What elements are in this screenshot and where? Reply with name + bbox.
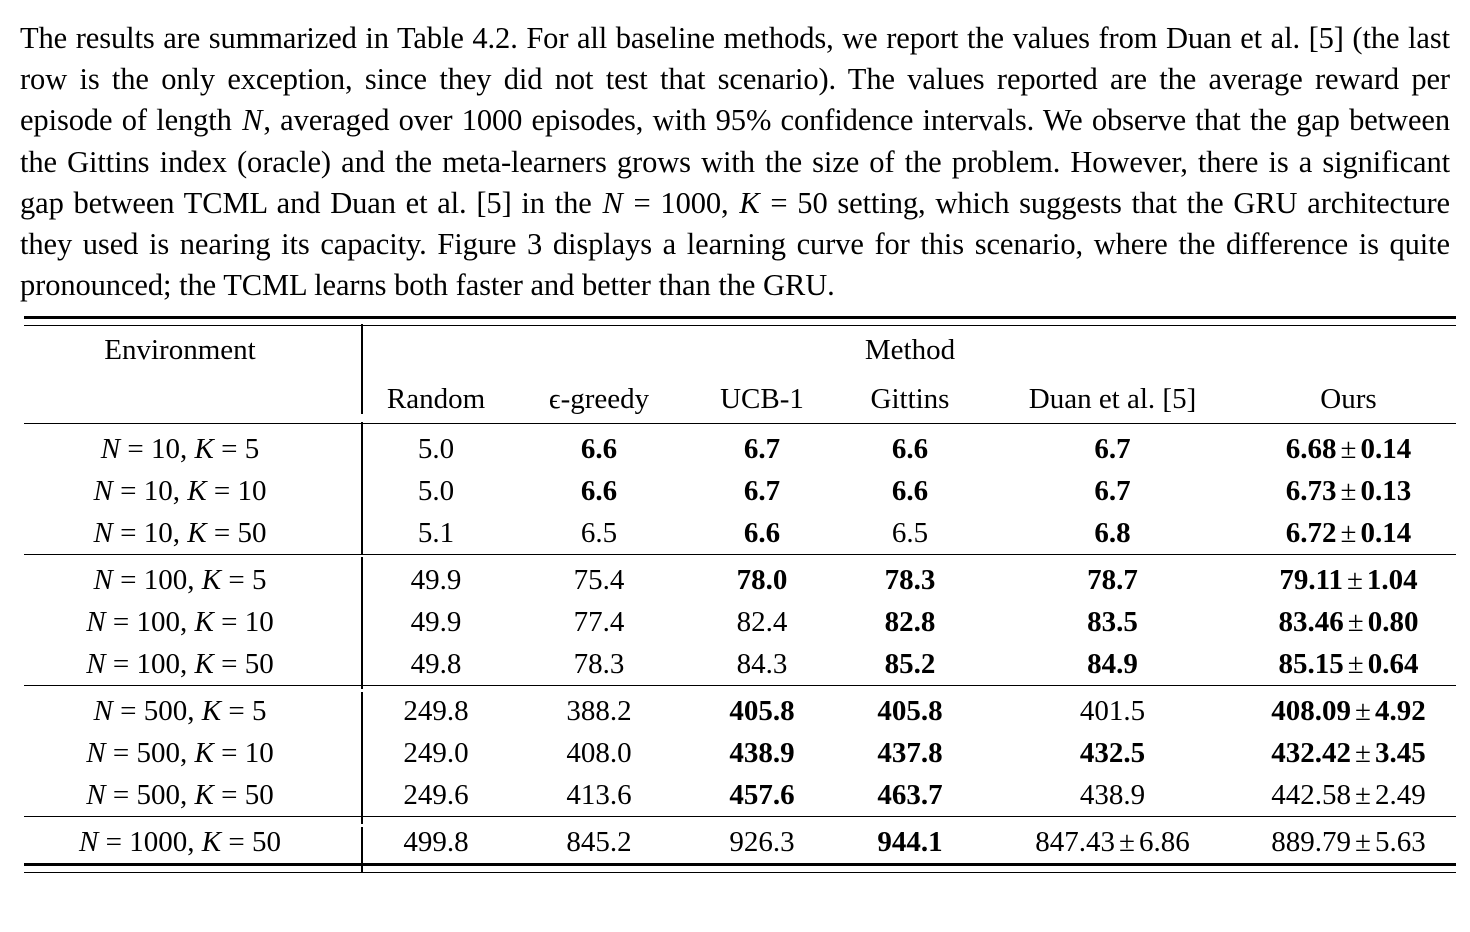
value-number: 49.9 [410, 605, 462, 638]
table-row [24, 732, 1456, 774]
results-table-container [24, 316, 1456, 873]
table-header-row-top [24, 326, 1456, 376]
table-top-rule [24, 318, 1456, 326]
env-k-value: = 50 [213, 647, 274, 680]
paragraph-segment-2: , averaged over 1000 episodes, with 95% confidence intervals. We observe that the gap between the Gittins index (oracle) and the meta-learners grows with the size of the problem. However, there is a significant gap between TCML and Duan et al. [5] in the [20, 103, 1450, 220]
cell-gittins [836, 470, 984, 512]
env-n-symbol: N [86, 778, 106, 811]
cell-random [362, 732, 510, 774]
cell-gittins [836, 424, 984, 470]
env-k-value: = 5 [221, 694, 267, 727]
cell-gittins [836, 686, 984, 732]
cell-environment [24, 643, 362, 686]
plus-minus-icon: ± [1340, 516, 1357, 549]
header-col-ucb1: UCB-1 [720, 382, 804, 415]
value-error: 0.80 [1367, 605, 1419, 638]
value-number: 6.6 [743, 516, 781, 549]
value-error: 0.64 [1367, 647, 1419, 680]
cell-duan [984, 470, 1241, 512]
cell-duan [984, 643, 1241, 686]
table-row [24, 686, 1456, 732]
value-number: 6.5 [891, 516, 929, 549]
cell-environment [24, 686, 362, 732]
env-n-symbol: N [100, 432, 121, 465]
env-n-value: = 500, [112, 694, 202, 727]
plus-minus-icon: ± [1347, 647, 1364, 680]
value-number: 6.8 [1094, 516, 1131, 549]
cell-environment [24, 601, 362, 643]
env-k-symbol: K [187, 516, 207, 549]
value-number: 6.7 [743, 432, 781, 465]
cell-duan [984, 817, 1241, 865]
value-number: 84.9 [1087, 647, 1138, 680]
cell-duan [984, 732, 1241, 774]
value-number: 84.3 [736, 647, 788, 680]
cell-random [362, 470, 510, 512]
value-number: 5.0 [417, 474, 455, 507]
env-n-symbol: N [86, 605, 106, 638]
plus-minus-icon: ± [1355, 694, 1371, 727]
value-error: 0.14 [1360, 516, 1412, 549]
value-number: 944.1 [877, 825, 943, 858]
cell-environment [24, 774, 362, 817]
env-k-value: = 50 [206, 516, 267, 549]
column-divider-header [361, 324, 363, 414]
cell-random [362, 555, 510, 601]
paragraph-segment-3: = 1000, [623, 185, 739, 220]
cell-epsilon-greedy [510, 643, 688, 686]
plus-minus-icon: ± [1119, 825, 1135, 858]
cell-ours [1241, 732, 1456, 774]
table-header-row-bottom [24, 375, 1456, 424]
env-k-value: = 50 [213, 778, 274, 811]
env-k-symbol: K [194, 736, 214, 769]
plus-minus-icon: ± [1340, 474, 1357, 507]
plus-minus-icon: ± [1355, 778, 1371, 811]
cell-ours [1241, 512, 1456, 555]
cell-random [362, 774, 510, 817]
cell-ucb1 [688, 686, 836, 732]
env-n-value: = 100, [112, 563, 202, 596]
env-n-symbol: N [79, 825, 99, 858]
cell-ucb1 [688, 817, 836, 865]
cell-random [362, 601, 510, 643]
table-row [24, 555, 1456, 601]
env-k-value: = 10 [213, 605, 274, 638]
cell-epsilon-greedy [510, 512, 688, 555]
cell-epsilon-greedy [510, 555, 688, 601]
header-environment-spacer [24, 375, 362, 424]
value-number: 413.6 [566, 778, 632, 811]
value-mean: 442.58 [1271, 778, 1352, 811]
value-number: 499.8 [403, 825, 469, 858]
value-number: 401.5 [1079, 694, 1146, 727]
value-error: 3.45 [1374, 736, 1426, 769]
table-row [24, 774, 1456, 817]
cell-epsilon-greedy [510, 470, 688, 512]
env-n-value: = 100, [105, 647, 195, 680]
cell-gittins [836, 774, 984, 817]
cell-gittins [836, 643, 984, 686]
env-k-value: = 50 [221, 825, 281, 858]
env-k-symbol: K [201, 694, 222, 727]
plus-minus-icon: ± [1355, 825, 1371, 858]
cell-random [362, 424, 510, 470]
cell-ours [1241, 643, 1456, 686]
column-divider-group-1 [361, 422, 363, 554]
value-number: 249.0 [403, 736, 469, 769]
value-error: 4.92 [1374, 694, 1426, 727]
cell-duan [984, 555, 1241, 601]
cell-ucb1 [688, 732, 836, 774]
value-number: 78.0 [736, 563, 788, 596]
cell-ucb1 [688, 555, 836, 601]
env-n-symbol: N [93, 474, 113, 507]
cell-duan [984, 686, 1241, 732]
plus-minus-icon: ± [1340, 432, 1357, 465]
env-n-symbol: N [93, 516, 113, 549]
cell-ours [1241, 817, 1456, 865]
env-n-symbol: N [93, 563, 113, 596]
column-divider-group-4 [361, 827, 363, 872]
table-row [24, 643, 1456, 686]
cell-epsilon-greedy [510, 774, 688, 817]
env-k-value: = 5 [213, 432, 260, 465]
value-number: 82.4 [736, 605, 788, 638]
header-environment: Environment [104, 334, 256, 367]
cell-epsilon-greedy [510, 686, 688, 732]
header-col-epsilon-greedy: ϵ-greedy [548, 382, 650, 415]
cell-epsilon-greedy [510, 424, 688, 470]
value-number: 405.8 [729, 694, 795, 727]
cell-gittins [836, 817, 984, 865]
results-table [24, 316, 1456, 873]
env-k-symbol: K [201, 825, 222, 858]
cell-duan [984, 601, 1241, 643]
cell-epsilon-greedy [510, 732, 688, 774]
header-col-random: Random [386, 382, 486, 415]
value-number: 457.6 [729, 778, 795, 811]
env-k-value: = 10 [213, 736, 274, 769]
cell-environment [24, 512, 362, 555]
value-mean: 847.43 [1035, 825, 1116, 858]
cell-ours [1241, 470, 1456, 512]
value-error: 0.13 [1360, 474, 1412, 507]
cell-ucb1 [688, 643, 836, 686]
header-col-ours: Ours [1320, 382, 1377, 415]
value-number: 463.7 [877, 778, 943, 811]
value-number: 6.6 [891, 432, 929, 465]
table-row [24, 512, 1456, 555]
header-method-group-spacer-5 [1241, 326, 1456, 376]
math-variable-k: K [739, 185, 760, 220]
env-n-value: = 1000, [98, 825, 202, 858]
cell-random [362, 686, 510, 732]
value-number: 85.2 [884, 647, 936, 680]
column-divider-group-3 [361, 692, 363, 824]
column-divider-group-2 [361, 557, 363, 689]
table-body [24, 424, 1456, 865]
value-number: 6.6 [580, 474, 618, 507]
value-number: 78.3 [573, 647, 625, 680]
header-method-group-spacer-1 [362, 326, 510, 376]
cell-gittins [836, 732, 984, 774]
table-bottom-rule [24, 865, 1456, 873]
value-error: 5.63 [1374, 825, 1426, 858]
value-number: 438.9 [729, 736, 795, 769]
env-n-value: = 500, [105, 736, 195, 769]
env-n-value: = 10, [112, 516, 188, 549]
header-method-group-spacer-2 [510, 326, 688, 376]
value-mean: 85.15 [1278, 647, 1344, 680]
value-number: 49.8 [410, 647, 462, 680]
cell-duan [984, 424, 1241, 470]
value-number: 77.4 [573, 605, 625, 638]
cell-ucb1 [688, 512, 836, 555]
env-n-symbol: N [86, 647, 106, 680]
cell-random [362, 643, 510, 686]
value-mean: 408.09 [1271, 694, 1352, 727]
cell-gittins [836, 555, 984, 601]
cell-ours [1241, 774, 1456, 817]
cell-gittins [836, 601, 984, 643]
value-number: 49.9 [410, 563, 462, 596]
cell-ucb1 [688, 774, 836, 817]
cell-ours [1241, 686, 1456, 732]
env-n-value: = 10, [120, 432, 195, 465]
env-k-symbol: K [194, 647, 214, 680]
env-k-value: = 5 [221, 563, 267, 596]
cell-ours [1241, 555, 1456, 601]
value-number: 6.6 [891, 474, 929, 507]
value-number: 408.0 [566, 736, 632, 769]
value-mean: 6.73 [1285, 474, 1337, 507]
table-row [24, 601, 1456, 643]
header-method-group-spacer-4 [984, 326, 1241, 376]
value-mean: 6.68 [1285, 432, 1337, 465]
header-col-gittins: Gittins [870, 382, 950, 415]
env-k-symbol: K [194, 432, 214, 465]
env-k-symbol: K [201, 563, 222, 596]
cell-ucb1 [688, 424, 836, 470]
env-n-symbol: N [93, 694, 113, 727]
value-mean: 83.46 [1278, 605, 1344, 638]
table-row [24, 424, 1456, 470]
cell-environment [24, 424, 362, 470]
paragraph-segment-1: The results are summarized in Table 4.2. For all baseline methods, we report the values from Duan et al. [5] (the last row is the only exception, since they did not test that scenario). The values reported are the average reward per episode of length [20, 21, 1450, 138]
plus-minus-icon: ± [1347, 605, 1364, 638]
value-number: 5.0 [417, 432, 455, 465]
plus-minus-icon: ± [1355, 736, 1371, 769]
value-number: 5.1 [417, 516, 455, 549]
cell-environment [24, 732, 362, 774]
value-number: 83.5 [1087, 605, 1138, 638]
value-number: 78.7 [1087, 563, 1138, 596]
cell-epsilon-greedy [510, 817, 688, 865]
value-number: 249.8 [403, 694, 469, 727]
value-number: 6.7 [1094, 474, 1131, 507]
env-k-symbol: K [194, 778, 214, 811]
body-paragraph [20, 18, 1450, 306]
value-number: 438.9 [1079, 778, 1146, 811]
cell-random [362, 512, 510, 555]
value-error: 6.86 [1138, 825, 1190, 858]
value-number: 6.7 [743, 474, 781, 507]
value-error: 1.04 [1366, 563, 1418, 596]
value-error: 0.14 [1360, 432, 1412, 465]
value-number: 249.6 [403, 778, 469, 811]
plus-minus-icon: ± [1346, 563, 1363, 596]
env-k-symbol: K [194, 605, 214, 638]
value-number: 437.8 [877, 736, 943, 769]
value-number: 78.3 [884, 563, 936, 596]
math-variable-n: N [242, 103, 263, 138]
cell-environment [24, 555, 362, 601]
value-number: 6.6 [580, 432, 618, 465]
math-variable-n-2: N [602, 185, 623, 220]
cell-random [362, 817, 510, 865]
env-k-symbol: K [187, 474, 207, 507]
env-n-value: = 10, [112, 474, 188, 507]
header-col-duan: Duan et al. [5] [1028, 382, 1197, 415]
cell-duan [984, 774, 1241, 817]
header-method-group: Method [864, 334, 956, 367]
value-number: 405.8 [877, 694, 943, 727]
header-method-group-spacer-3 [688, 326, 836, 376]
cell-epsilon-greedy [510, 601, 688, 643]
table-row [24, 470, 1456, 512]
cell-ucb1 [688, 470, 836, 512]
paragraph-segment-4: = 50 setting, which suggests that the GRU architecture they used is nearing its capacity. Figure 3 displays a learning curve for this scenario, where the difference is quite pronounced; the TCML learns both faster and better than the GRU. [20, 185, 1450, 303]
cell-gittins [836, 512, 984, 555]
env-k-value: = 10 [206, 474, 267, 507]
table-row [24, 817, 1456, 865]
cell-environment [24, 817, 362, 865]
cell-ucb1 [688, 601, 836, 643]
cell-ours [1241, 424, 1456, 470]
value-number: 845.2 [566, 825, 632, 858]
cell-environment [24, 470, 362, 512]
env-n-symbol: N [86, 736, 106, 769]
value-error: 2.49 [1374, 778, 1426, 811]
env-n-value: = 500, [105, 778, 195, 811]
value-number: 6.7 [1094, 432, 1131, 465]
value-mean: 79.11 [1279, 563, 1343, 596]
value-mean: 432.42 [1271, 736, 1352, 769]
value-number: 6.5 [580, 516, 618, 549]
value-number: 388.2 [566, 694, 632, 727]
value-mean: 889.79 [1271, 825, 1352, 858]
value-number: 75.4 [573, 563, 625, 596]
cell-duan [984, 512, 1241, 555]
value-number: 432.5 [1079, 736, 1146, 769]
value-number: 82.8 [884, 605, 936, 638]
value-mean: 6.72 [1285, 516, 1337, 549]
env-n-value: = 100, [105, 605, 195, 638]
cell-ours [1241, 601, 1456, 643]
value-number: 926.3 [729, 825, 795, 858]
